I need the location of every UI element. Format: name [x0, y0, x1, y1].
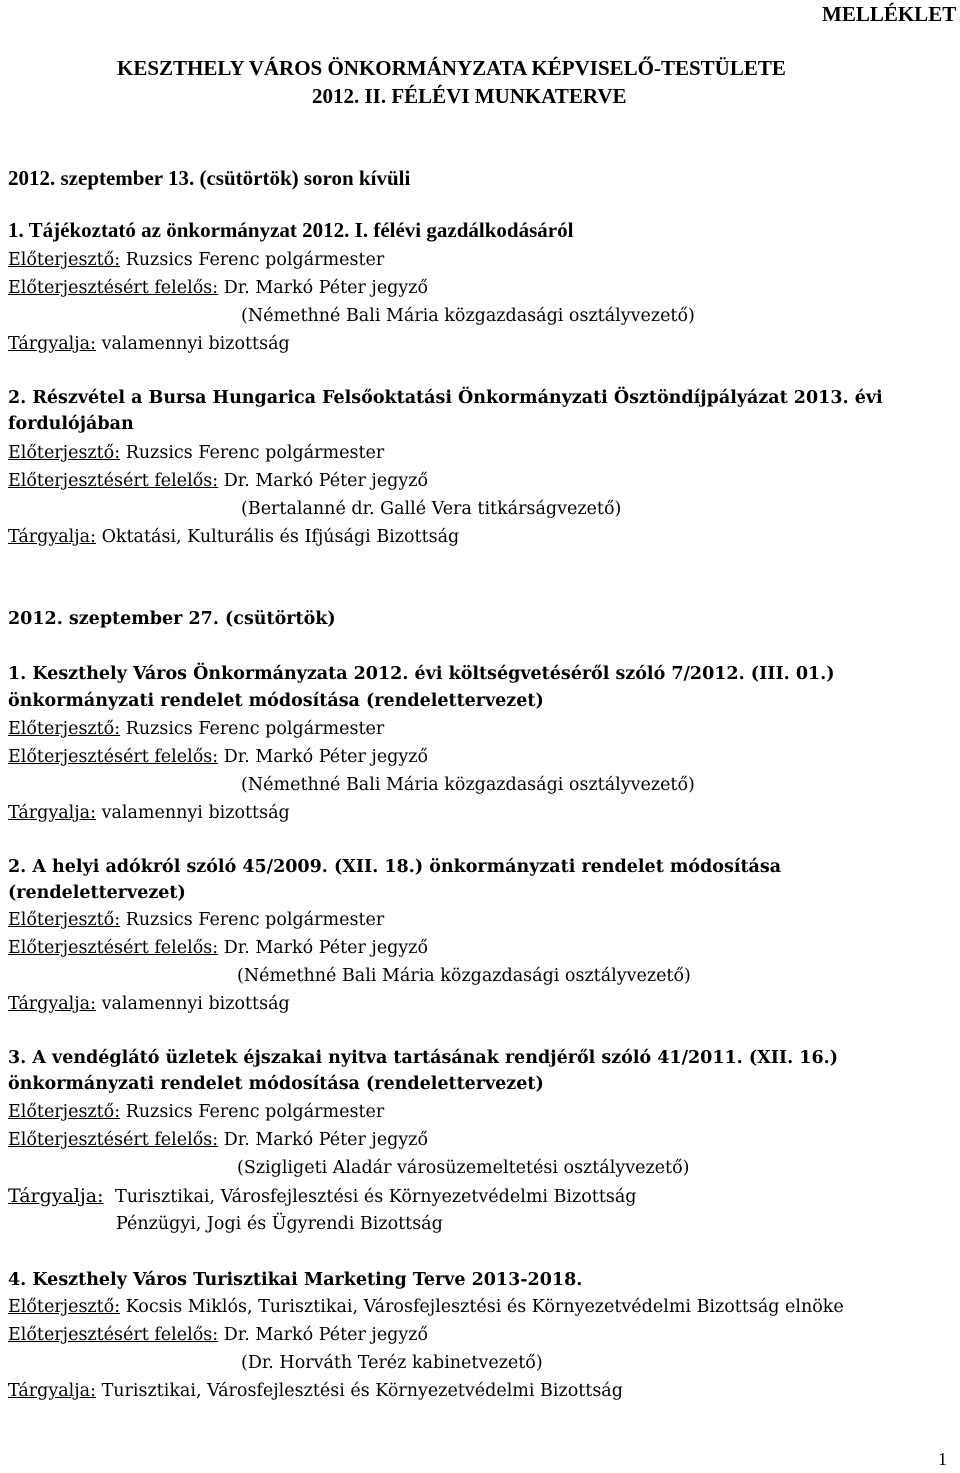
presenter-label: Előterjesztő: [8, 910, 121, 930]
document-subtitle: 2012. II. FÉLÉVI MUNKATERVE [312, 84, 627, 108]
responsible-row [8, 935, 428, 961]
discusses-row [8, 1183, 636, 1209]
responsible-value: Dr. Markó Péter jegyző [223, 747, 429, 767]
responsible-label: Előterjesztésért felelős: [8, 471, 219, 491]
responsible-row [8, 468, 428, 494]
responsible-label: Előterjesztésért felelős: [8, 1130, 219, 1150]
presenter-value: Ruzsics Ferenc polgármester [125, 1102, 385, 1122]
responsible-row [8, 1127, 428, 1153]
discusses-value: valamennyi bizottság [101, 994, 290, 1014]
presenter-value: Ruzsics Ferenc polgármester [125, 250, 385, 270]
discusses-row [8, 1378, 623, 1404]
presenter-label: Előterjesztő: [8, 719, 121, 739]
agenda-item-title: 1. Tájékoztató az önkormányzat 2012. I. félévi gazdálkodásáról [8, 218, 574, 242]
responsible-row [8, 744, 428, 770]
responsible-label: Előterjesztésért felelős: [8, 1325, 219, 1345]
presenter-value: Ruzsics Ferenc polgármester [125, 910, 385, 930]
presenter-label: Előterjesztő: [8, 250, 121, 270]
discusses-row [8, 800, 290, 826]
discusses-label: Tárgyalja: [8, 803, 96, 823]
presenter-row [8, 1294, 844, 1320]
document-title: KESZTHELY VÁROS ÖNKORMÁNYZATA KÉPVISELŐ-TESTÜLETE [117, 56, 786, 80]
discusses-row [8, 331, 290, 357]
responsible-label: Előterjesztésért felelős: [8, 747, 219, 767]
responsible-sub: (Dr. Horváth Teréz kabinetvezető) [241, 1353, 543, 1373]
agenda-item-title-cont: önkormányzati rendelet módosítása (rendelettervezet) [8, 1074, 544, 1094]
discusses-row [8, 524, 459, 550]
discusses-value: Oktatási, Kulturális és Ifjúsági Bizottság [101, 527, 460, 547]
responsible-value: Dr. Markó Péter jegyző [223, 471, 429, 491]
responsible-sub: (Szigligeti Aladár városüzemeltetési osztályvezető) [237, 1158, 690, 1178]
presenter-value: Ruzsics Ferenc polgármester [125, 443, 385, 463]
responsible-value: Dr. Markó Péter jegyző [223, 1325, 429, 1345]
discusses-label: Tárgyalja: [8, 994, 96, 1014]
agenda-item-title-cont: önkormányzati rendelet módosítása (rendelettervezet) [8, 691, 544, 711]
agenda-item-title: 2. A helyi adókról szóló 45/2009. (XII. 18.) önkormányzati rendelet módosítása [8, 857, 782, 877]
discusses-value: valamennyi bizottság [101, 334, 290, 354]
presenter-value: Ruzsics Ferenc polgármester [125, 719, 385, 739]
discusses-label: Tárgyalja: [8, 1185, 104, 1207]
agenda-item-title: 3. A vendéglátó üzletek éjszakai nyitva tartásának rendjéről szóló 41/2011. (XII. 16.) [8, 1048, 839, 1068]
presenter-label: Előterjesztő: [8, 443, 121, 463]
discusses-value: Turisztikai, Városfejlesztési és Környezetvédelmi Bizottság [115, 1187, 637, 1207]
responsible-value: Dr. Markó Péter jegyző [223, 938, 429, 958]
responsible-row [8, 1322, 428, 1348]
discusses-value: Turisztikai, Városfejlesztési és Környezetvédelmi Bizottság [101, 1381, 623, 1401]
responsible-value: Dr. Markó Péter jegyző [223, 278, 429, 298]
responsible-label: Előterjesztésért felelős: [8, 938, 219, 958]
appendix-label: MELLÉKLET [822, 2, 957, 26]
discusses-label: Tárgyalja: [8, 527, 96, 547]
session-date: 2012. szeptember 13. (csütörtök) soron kívüli [8, 166, 411, 190]
presenter-row [8, 1099, 384, 1125]
presenter-value: Kocsis Miklós, Turisztikai, Városfejlesztési és Környezetvédelmi Bizottság elnöke [125, 1297, 844, 1317]
agenda-item-title-cont: (rendelettervezet) [8, 883, 186, 903]
discusses-value-cont: Pénzügyi, Jogi és Ügyrendi Bizottság [116, 1214, 443, 1234]
presenter-label: Előterjesztő: [8, 1297, 121, 1317]
responsible-sub: (Némethné Bali Mária közgazdasági osztályvezető) [237, 966, 691, 986]
discusses-label: Tárgyalja: [8, 334, 96, 354]
presenter-row [8, 716, 384, 742]
presenter-row [8, 247, 384, 273]
discusses-label: Tárgyalja: [8, 1381, 96, 1401]
agenda-item-title: 4. Keszthely Város Turisztikai Marketing Terve 2013-2018. [8, 1270, 583, 1290]
responsible-sub: (Némethné Bali Mária közgazdasági osztályvezető) [241, 306, 695, 326]
presenter-row [8, 440, 384, 466]
agenda-item-title-cont: fordulójában [8, 414, 134, 434]
agenda-item-title: 2. Részvétel a Bursa Hungarica Felsőoktatási Önkormányzati Ösztöndíjpályázat 2013. évi [8, 388, 883, 408]
agenda-item-title: 1. Keszthely Város Önkormányzata 2012. évi költségvetéséről szóló 7/2012. (III. 01.) [8, 664, 835, 684]
presenter-label: Előterjesztő: [8, 1102, 121, 1122]
responsible-sub: (Bertalanné dr. Gallé Vera titkárságvezető) [241, 499, 622, 519]
presenter-row [8, 907, 384, 933]
discusses-value: valamennyi bizottság [101, 803, 290, 823]
session-date: 2012. szeptember 27. (csütörtök) [8, 609, 336, 629]
discusses-row [8, 991, 290, 1017]
page-number: 1 [938, 1449, 947, 1469]
responsible-label: Előterjesztésért felelős: [8, 278, 219, 298]
responsible-value: Dr. Markó Péter jegyző [223, 1130, 429, 1150]
responsible-sub: (Némethné Bali Mária közgazdasági osztályvezető) [241, 775, 695, 795]
responsible-row [8, 275, 428, 301]
